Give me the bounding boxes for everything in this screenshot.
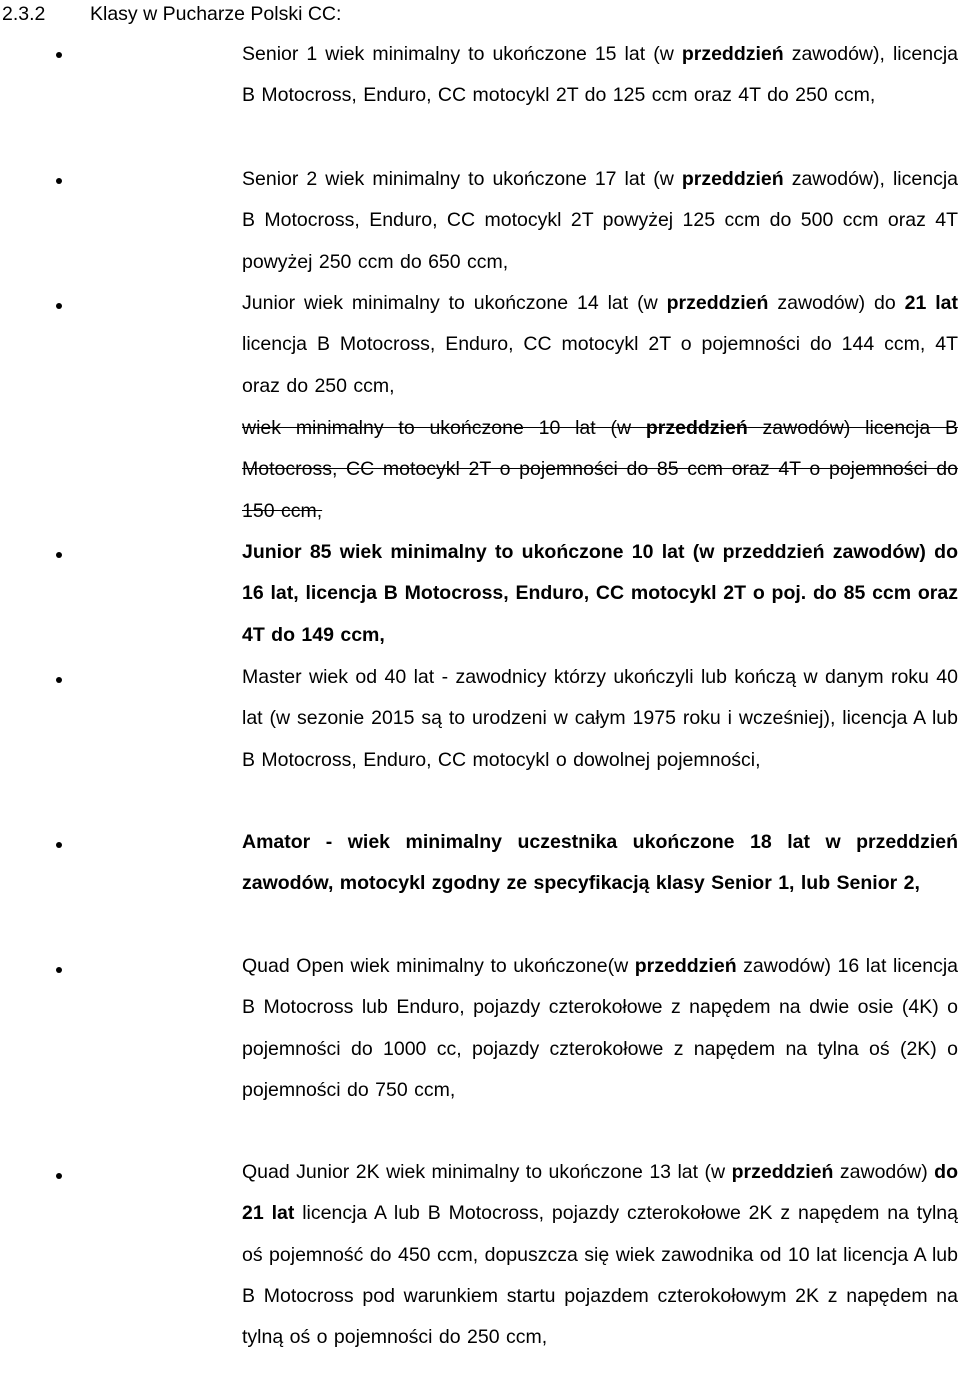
item-text: zawodów) 16 lat licencja B Motocross lub Enduro, pojazdy czterokołowe z napędem na dwie osie (4K) o pojemności do 1000 cc, pojazdy czterokołowe z napędem na tylna oś (2K) o pojemności do 750 ccm, [242,955,958,1101]
class-item-quad-junior-2k [242,1152,958,1358]
bullet-icon [56,303,62,309]
item-text: zawodów) do [768,292,905,314]
item-text: licencja A lub B Motocross, pojazdy czterokołowe 2K z napędem na tylną oś pojemność do 450 ccm, dopuszcza się wiek zawodnika od 10 lat licencja A lub B Motocross pod warunkiem startu pojazdem czterokołowym 2K z napędem na tylną oś o pojemności do 250 ccm, [242,1202,958,1349]
section-title: Klasy w Pucharze Polski CC: [90,3,342,25]
item-text: Senior 1 wiek minimalny to ukończone 15 lat (w [242,43,682,65]
bullet-icon [56,52,62,58]
class-item-quad-open [242,946,958,1111]
item-text: Quad Junior 2K wiek minimalny to ukończone 13 lat (w [242,1161,732,1183]
bullet-icon [56,1173,62,1179]
item-text-bold: przeddzień [681,168,784,190]
item-text: licencja B Motocross, Enduro, CC motocykl 2T o pojemności do 144 ccm, 4T oraz do 250 ccm, [242,333,958,397]
section-number: 2.3.2 [2,3,46,25]
item-text-bold: 21 lat [904,292,958,314]
item-text: zawodów), licencja B Motocross, Enduro, CC motocykl 2T do 125 ccm oraz 4T do 250 ccm, [242,43,958,107]
bullet-icon [56,178,62,184]
bullet-icon [56,677,62,683]
item-text: Amator - wiek minimalny uczestnika ukończone 18 lat w przeddzień zawodów, motocykl zgodny ze specyfikacją klasy Senior 1, lub Senior 2, [242,831,958,895]
class-item-senior-1 [242,34,958,117]
class-item-junior [242,283,958,407]
item-text-bold: do 21 lat [242,1161,958,1225]
class-item-amator [242,822,958,905]
item-text-bold: przeddzień [681,43,784,65]
bullet-icon [56,552,62,558]
class-item-master [242,657,958,781]
item-text: zawodów) [833,1161,935,1183]
item-text-bold: przeddzień [645,417,748,439]
item-text: wiek minimalny to ukończone 10 lat (w [242,417,646,439]
item-text: Senior 2 wiek minimalny to ukończone 17 lat (w [242,168,682,190]
item-text-bold: przeddzień [634,955,737,977]
item-text: zawodów), licencja B Motocross, Enduro, CC motocykl 2T powyżej 125 ccm do 500 ccm oraz 4T powyżej 250 ccm do 650 ccm, [242,168,958,273]
item-text: Quad Open wiek minimalny to ukończone(w [242,955,635,977]
class-item-senior-2 [242,159,958,283]
item-text-bold: przeddzień [731,1161,834,1183]
class-item-junior-85 [242,532,958,656]
item-text: Junior wiek minimalny to ukończone 14 lat (w [242,292,667,314]
bullet-icon [56,967,62,973]
item-text: Junior 85 wiek minimalny to ukończone 10 lat (w przeddzień zawodów) do 16 lat, licencja B Motocross, Enduro, CC motocykl 2T o poj. do 85 ccm oraz 4T do 149 ccm, [242,541,958,646]
item-text: zawodów) licencja B Motocross, CC motocykl 2T o pojemności do 85 ccm oraz 4T o pojemności do 150 ccm, [242,417,958,522]
item-text-bold: przeddzień [666,292,769,314]
class-item-struck [242,408,958,532]
item-text: Master wiek od 40 lat - zawodnicy którzy ukończyli lub kończą w danym roku 40 lat (w sezonie 2015 są to urodzeni w całym 1975 roku i wcześniej), licencja A lub B Motocross, Enduro, CC motocykl o dowolnej pojemności, [242,666,958,771]
section-heading [2,2,341,26]
bullet-icon [56,842,62,848]
